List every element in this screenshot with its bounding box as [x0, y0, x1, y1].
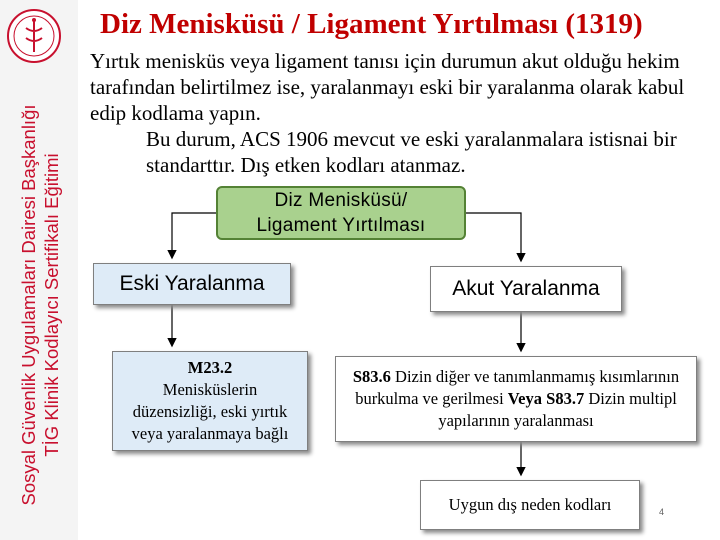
s83-7-desc: Dizin multipl yapılarının yaralanması: [438, 389, 677, 430]
s83-6-desc: Dizin diğer ve tanımlanmamış kısımlarının burkulma ve gerilmesi: [355, 367, 680, 408]
s83-code-node: [335, 356, 697, 442]
old-injury-node: Eski Yaralanma: [93, 263, 291, 305]
m23-code-node: [112, 351, 308, 451]
or-connector: Veya: [507, 389, 543, 408]
page-number: 4: [659, 507, 665, 517]
paragraph-1: Yırtık menisküs veya ligament tanısı için durumun akut olduğu hekim tarafından belirtilmez ise, yaralanmayı eski bir yaralanma olarak kabul edip kodlama yapın.: [90, 49, 685, 125]
root-line-1: Diz Menisküsü/: [274, 190, 408, 211]
organization-line-1: Sosyal Güvenlik Uygulamaları Dairesi Başkanlığı: [18, 104, 39, 506]
external-cause-node: Uygun dış neden kodları: [420, 480, 640, 530]
m23-desc-line-1: Menisküslerin: [162, 380, 258, 399]
m23-desc-line-2: düzensizliği, eski yırtık: [132, 402, 288, 421]
slide-title: Diz Menisküsü / Ligament Yırtılması (1319): [100, 8, 643, 40]
connector-root-right: [466, 213, 521, 260]
paragraph-2: Bu durum, ACS 1906 mevcut ve eski yaralanmalara istisnai bir standarttır. Dış etken kodları atanmaz.: [146, 127, 677, 177]
m23-code: M23.2: [187, 358, 233, 377]
s83-6-code: S83.6: [352, 367, 391, 386]
root-line-2: Ligament Yırtılması: [256, 215, 426, 236]
organization-line-2: TİG Klinik Kodlayıcı Sertifikalı Eğitimi: [41, 153, 62, 457]
m23-desc-line-3: veya yaralanmaya bağlı: [131, 424, 289, 443]
acute-injury-node: Akut Yaralanma: [430, 266, 622, 312]
root-node: [216, 186, 466, 240]
connector-root-left: [172, 213, 216, 257]
s83-7-code: S83.7: [546, 389, 585, 408]
